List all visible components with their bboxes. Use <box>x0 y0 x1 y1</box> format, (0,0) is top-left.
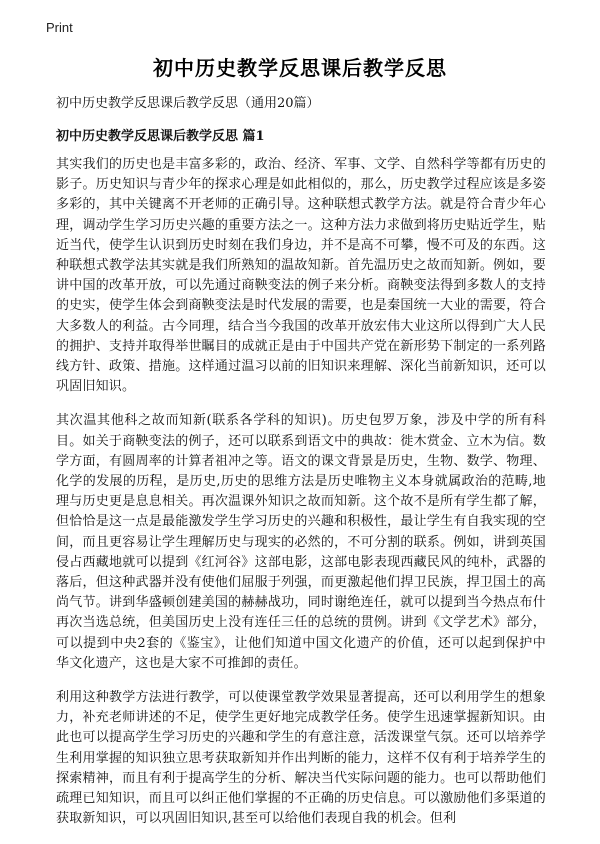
section-heading: 初中历史教学反思课后教学反思 篇1 <box>56 129 265 144</box>
paragraph: 利用这种教学方法进行教学，可以使课堂教学效果显著提高，还可以利用学生的想象力，补充老师讲述的不足，使学生更好地完成教学任务。使学生迅速掌握新知识。由此也可以提高学生学习历史的兴趣和学生的有意注意，活泼课堂气氛。还可以培养学生利用掌握的知识独立思考获取新知并作出判断的能力，这样不仅有利于培养学生的探索精神，而且有利于提高学生的分析、解决当代实际问题的能力。也可以帮助他们疏理已知知识，而且可以纠正他们掌握的不正确的历史信息。可以激励他们多渠道的获取新知识，可以巩固旧知识,甚至可以给他们表现自我的机会。但利 <box>56 690 546 827</box>
paragraph: 其次温其他科之故而知新(联系各学科的知识)。历史包罗万象，涉及中学的所有科目。如关于商鞅变法的例子，还可以联系到语文中的典故：徙木赏金、立木为信。数学方面，有圆周率的计算者祖冲之等。语文的课文背景是历史，生物、数学、物理、化学的发展的历程，是历史,历史的思维方法是历史唯物主义本身就属政治的范畴,地理与历史更是息息相关。再次温课外知识之故而知新。这个故不是所有学生都了解，但恰恰是这一点是最能激发学生学习历史的兴趣和积极性，最让学生有自我实现的空间，而且更容易让学生理解历史与现实的必然的，不可分割的联系。例如，讲到英国侵占西藏地就可以提到《红河谷》这部电影，这部电影表现西藏民风的纯朴，武器的落后，但这种武器并没有使他们屈服于列强，而更激起他们捍卫民族，捍卫国土的高尚气节。讲到华盛顿创建美国的赫赫战功，同时谢绝连任，就可以提到当今热点布什再次当选总统，但美国历史上没有连任三任的总统的贯例。讲到《文学艺术》部分，可以提到中央2套的《鉴宝》，让他们知道中国文化遗产的价值，还可以起到保护中华文化遗产，这也是大家不可推卸的责任。 <box>56 413 546 671</box>
document-subtitle: 初中历史教学反思课后教学反思（通用20篇） <box>56 96 320 111</box>
article-body <box>56 155 546 844</box>
paragraph: 其实我们的历史也是丰富多彩的，政治、经济、军事、文学、自然科学等都有历史的影子。历史知识与青少年的探求心理是如此相似的，那么，历史教学过程应该是多姿多彩的，其中关键离不开老师的正确引导。这种联想式教学方法。就是符合青少年心理，调动学生学习历史兴趣的重要方法之一。这种方法力求做到将历史贴近学生，贴近当代，使学生认识到历史时刻在我们身边，并不是高不可攀，慢不可及的东西。这种联想式教学法其实就是我们所熟知的温故知新。首先温历史之故而知新。例如，要讲中国的改革开放，可以先通过商鞅变法的例子来分析。商鞅变法得到多数人的支持的史实，使学生体会到商鞅变法是时代发展的需要，也是秦国统一大业的需要，符合大多数人的利益。古今同理，结合当今我国的改革开放宏伟大业这所以得到广大人民的拥护、支持并取得举世瞩目的成就正是由于中国共产党在新形势下制定的一系列路线方针、政策、措施。这样通过温习以前的旧知识来理解、深化当前新知识，还可以巩固旧知识。 <box>56 157 546 395</box>
print-link[interactable]: Print <box>46 20 73 35</box>
page-title: 初中历史教学反思课后教学反思 <box>153 56 447 80</box>
